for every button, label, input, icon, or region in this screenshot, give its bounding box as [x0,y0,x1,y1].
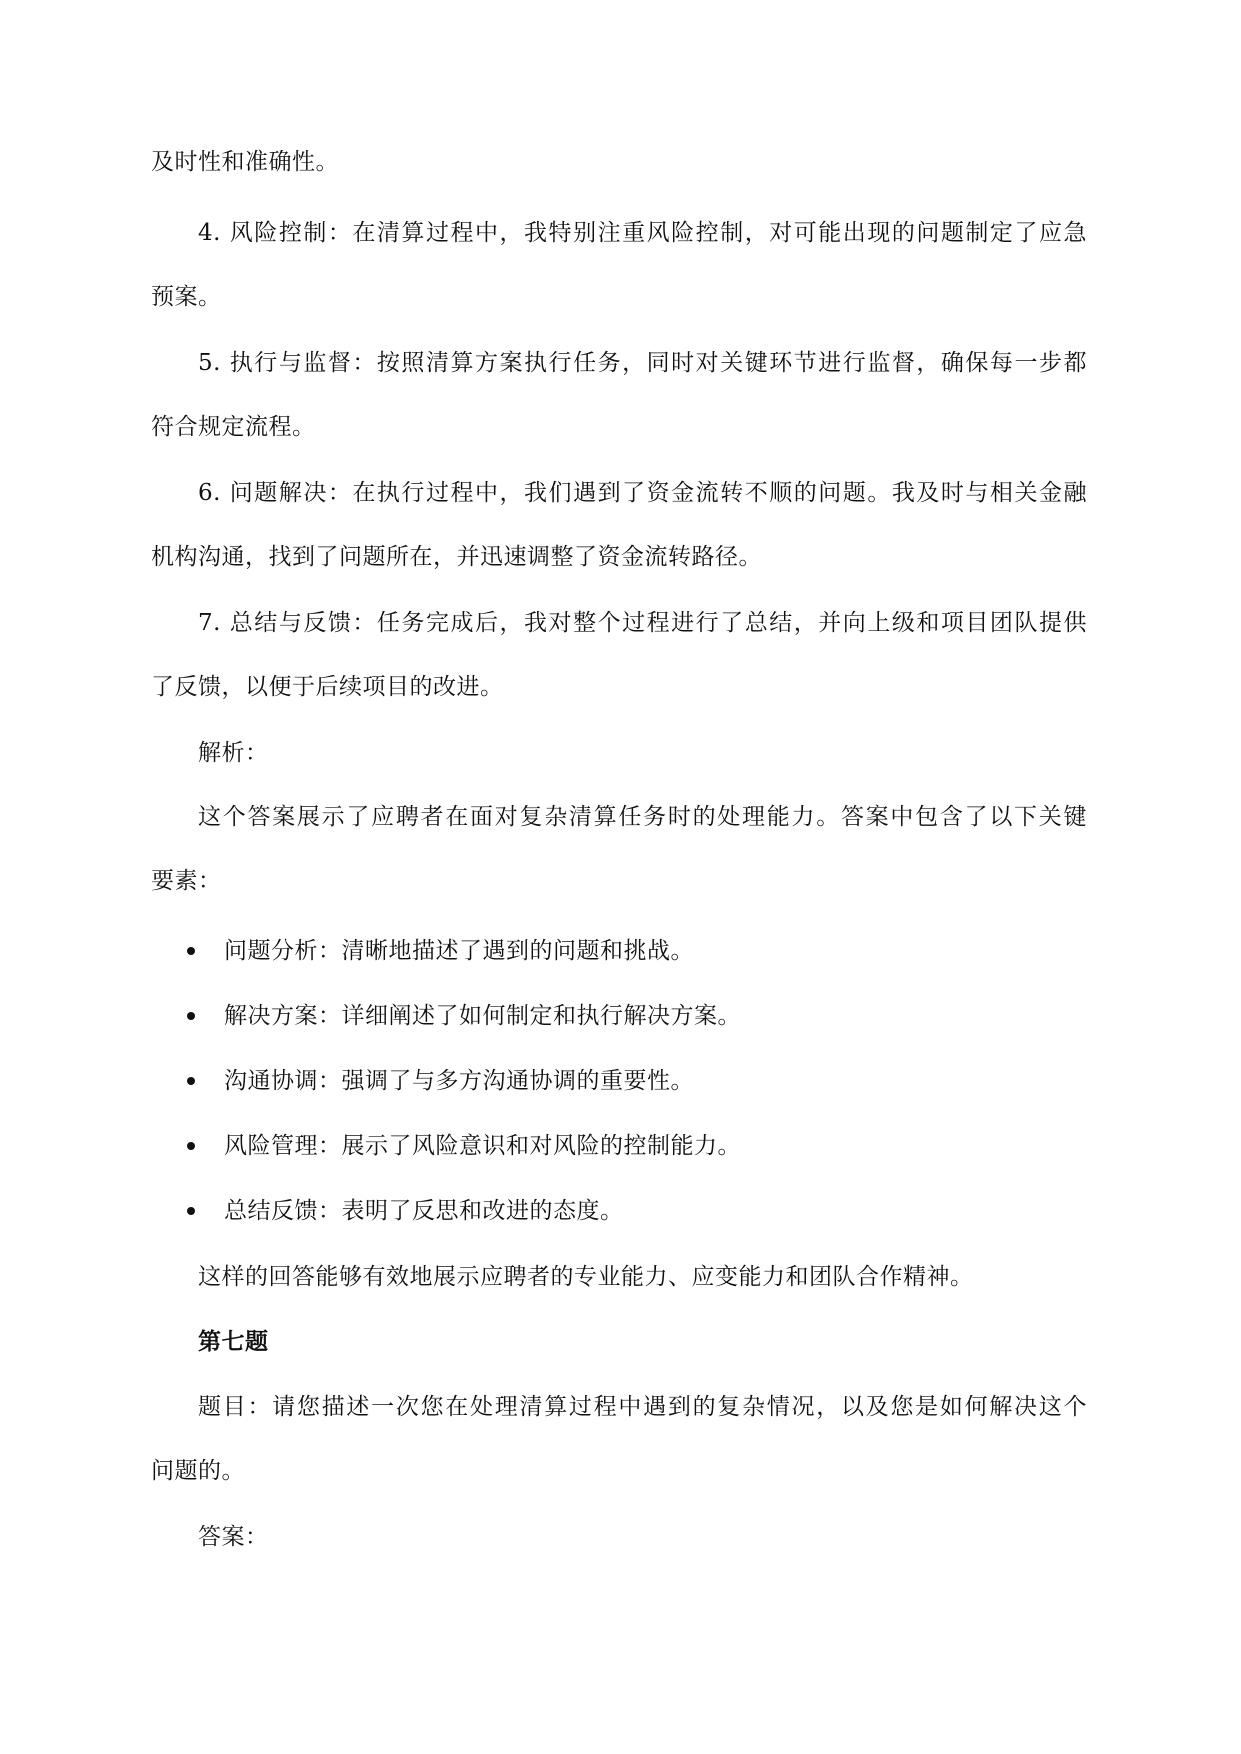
bullet-dot [187,1077,195,1085]
bullet-item-problem-analysis: 问题分析：清晰地描述了遇到的问题和挑战。 [224,938,694,964]
bullet-item-communication: 沟通协调：强调了与多方沟通协调的重要性。 [224,1068,694,1094]
analysis-intro-line-2: 要素： [151,868,222,894]
bullet-dot [187,1012,195,1020]
item-5-line-2: 符合规定流程。 [151,414,316,440]
item-5-line-1: 5. 执行与监督：按照清算方案执行任务，同时对关键环节进行监督，确保每一步都 [198,350,1087,376]
item-6-line-2: 机构沟通，找到了问题所在，并迅速调整了资金流转路径。 [151,544,762,570]
question-line-1: 题目：请您描述一次您在处理清算过程中遇到的复杂情况，以及您是如何解决这个 [198,1394,1087,1420]
item-4-line-1: 4. 风险控制：在清算过程中，我特别注重风险控制，对可能出现的问题制定了应急 [198,220,1087,246]
bullet-item-summary-feedback: 总结反馈：表明了反思和改进的态度。 [224,1198,624,1224]
answer-label: 答案： [198,1524,269,1550]
item-6-line-1: 6. 问题解决：在执行过程中，我们遇到了资金流转不顺的问题。我及时与相关金融 [198,480,1087,506]
question-line-2: 问题的。 [151,1458,245,1484]
item-4-line-2: 预案。 [151,284,222,310]
bullet-dot [187,1142,195,1150]
paragraph-continuation: 及时性和准确性。 [151,149,339,175]
analysis-intro-line-1: 这个答案展示了应聘者在面对复杂清算任务时的处理能力。答案中包含了以下关键 [198,804,1087,830]
bullet-item-risk-management: 风险管理：展示了风险意识和对风险的控制能力。 [224,1133,741,1159]
analysis-label: 解析： [198,740,269,766]
bullet-dot [187,1207,195,1215]
section-title: 第七题 [198,1328,269,1355]
item-7-line-2: 了反馈，以便于后续项目的改进。 [151,674,504,700]
bullet-dot [187,947,195,955]
bullet-item-solution: 解决方案：详细阐述了如何制定和执行解决方案。 [224,1003,741,1029]
conclusion-paragraph: 这样的回答能够有效地展示应聘者的专业能力、应变能力和团队合作精神。 [198,1264,974,1290]
item-7-line-1: 7. 总结与反馈：任务完成后，我对整个过程进行了总结，并向上级和项目团队提供 [198,610,1087,636]
